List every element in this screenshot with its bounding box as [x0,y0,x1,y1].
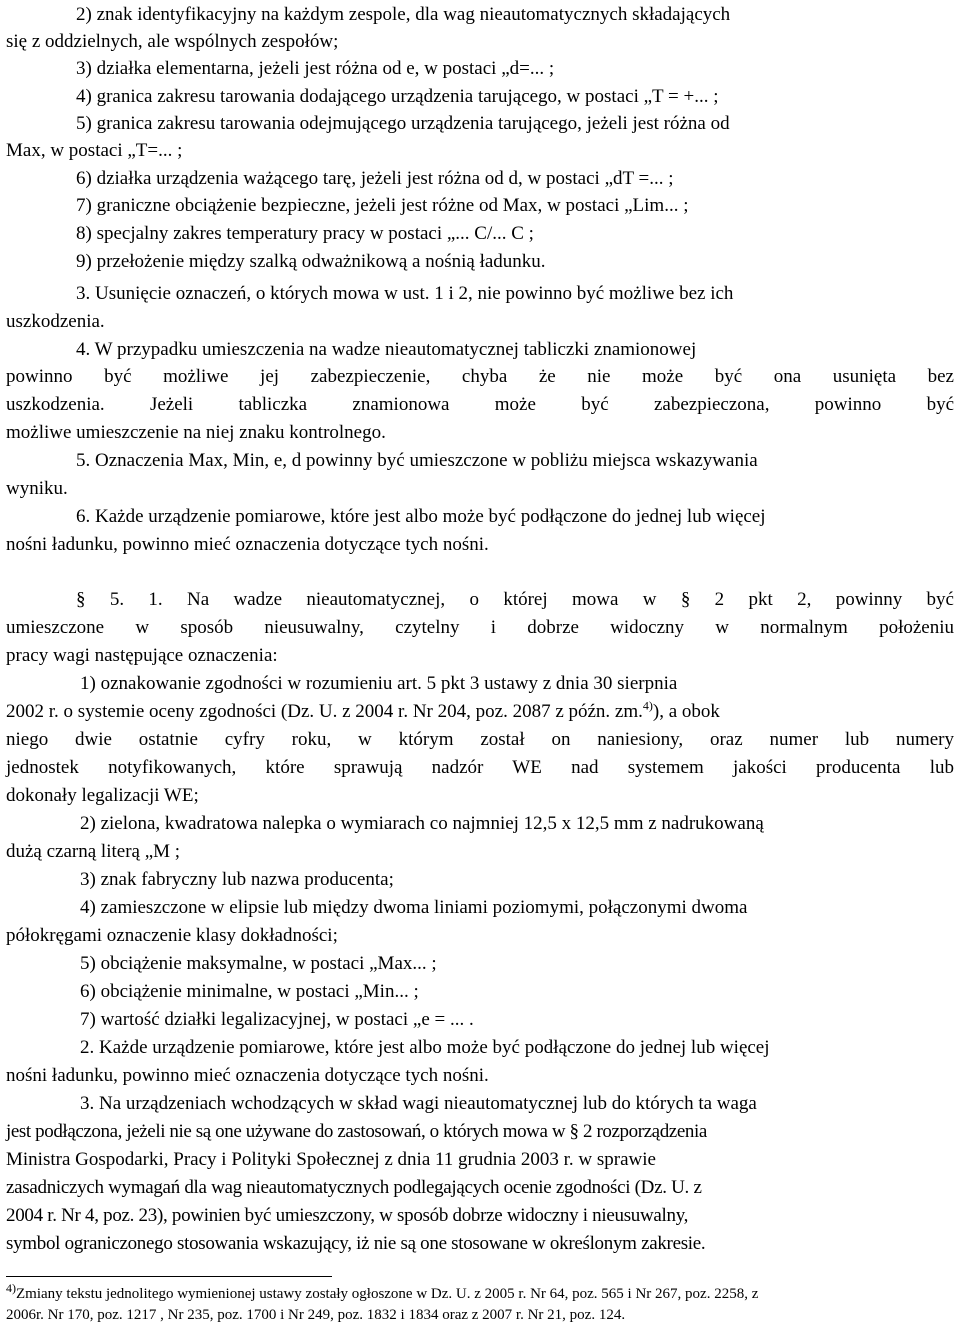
footnote-ref[interactable]: 4) [642,698,653,713]
text-line: 2. Każde urządzenie pomiarowe, które jest albo może być podłączone do jednej lub więcej [80,1037,770,1058]
text-line: 5) obciążenie maksymalne, w postaci „Max... ; [80,953,437,974]
paragraph-heading: § 5. 1. Na wadze nieautomatycznej, o której mowa w § 2 pkt 2, powinny być [76,589,954,610]
text-line: 6) działka urządzenia ważącego tarę, jeżeli jest różna od d, w postaci „dT =... ; [76,168,674,189]
text-line: dokonały legalizacji WE; [6,785,199,806]
text-line: 2002 r. o systemie oceny zgodności (Dz. U. z 2004 r. Nr 204, poz. 2087 z późn. zm.$^{4)}$), a obok [6,698,720,722]
text-line: 3) działka elementarna, jeżeli jest różna od e, w postaci „d=... ; [76,58,555,79]
text-line: umieszczone w sposób nieusuwalny, czytelny i dobrze widoczny w normalnym położeniu [6,617,954,638]
text-line: 5. Oznaczenia Max, Min, e, d powinny być umieszczone w pobliżu miejsca wskazywania [76,450,758,471]
text-line: niego dwie ostatnie cyfry roku, w którym został on naniesiony, oraz numer lub numery [6,729,954,750]
text-line: 2) znak identyfikacyjny na każdym zespole, dla wag nieautomatycznych składających [76,4,731,25]
text-line: Ministra Gospodarki, Pracy i Polityki Społecznej z dnia 11 grudnia 2003 r. w sprawie [6,1149,656,1170]
text-line: Max, w postaci „T=... ; [6,140,183,161]
text-line: 6. Każde urządzenie pomiarowe, które jest albo może być podłączone do jednej lub więcej [76,506,766,527]
footnote-mark: 4) [6,1281,16,1295]
text-line: nośni ładunku, powinno mieć oznaczenia dotyczące tych nośni. [6,534,489,555]
text-line: dużą czarną literą „M ; [6,841,181,862]
footnote-divider [6,1276,332,1277]
text-line: 4) granica zakresu tarowania dodającego urządzenia tarującego, w postaci „T = +... ; [76,86,719,107]
text-line: 1) oznakowanie zgodności w rozumieniu art. 5 pkt 3 ustawy z dnia 30 sierpnia [80,673,678,694]
text-line: 3) znak fabryczny lub nazwa producenta; [80,869,394,890]
text-line: 7) graniczne obciążenie bezpieczne, jeżeli jest różne od Max, w postaci „Lim... ; [76,195,689,216]
footnote-line: $^{4)}$Zmiany tekstu jednolitego wymienionej ustawy zostały ogłoszone w Dz. U. z 2005 r. Nr 64, poz. 565 i Nr 267, poz. 2258, z [6,1281,759,1302]
text-line: jest podłączona, jeżeli nie są one używane do zastosowań, o których mowa w § 2 rozporządzenia [6,1121,707,1142]
text-line: 2) zielona, kwadratowa nalepka o wymiarach co najmniej 12,5 x 12,5 mm z nadrukowaną [80,813,764,834]
text-line: możliwe umieszczenie na niej znaku kontrolnego. [6,422,386,443]
text-line: uszkodzenia. [6,311,105,332]
text-line: symbol ograniczonego stosowania wskazujący, iż nie są one stosowane w określonym zakresie. [6,1233,706,1254]
text-line: 4) zamieszczone w elipsie lub między dwoma liniami poziomymi, połączonymi dwoma [80,897,748,918]
text-line: uszkodzenia. Jeżeli tabliczka znamionowa może być zabezpieczona, powinno być [6,394,954,415]
footnote-line: 2006r. Nr 170, poz. 1217 , Nr 235, poz. 1700 i Nr 249, poz. 1832 i 1834 oraz z 2007 r. Nr 21, poz. 124. [6,1307,626,1323]
text-line: 9) przełożenie między szalką odważnikową a nośnią ładunku. [76,251,546,272]
text-line: jednostek notyfikowanych, które sprawują nadzór WE nad systemem jakości producenta lub [6,757,954,778]
text-line: się z oddzielnych, ale wspólnych zespołów; [6,31,339,52]
text-line: 7) wartość działki legalizacyjnej, w postaci „e = ... . [80,1009,474,1030]
text-line: 3. Usunięcie oznaczeń, o których mowa w ust. 1 i 2, nie powinno być możliwe bez ich [76,283,734,304]
text-line: 4. W przypadku umieszczenia na wadze nieautomatycznej tabliczki znamionowej [76,339,697,360]
text-line: nośni ładunku, powinno mieć oznaczenia dotyczące tych nośni. [6,1065,489,1086]
text-line: 3. Na urządzeniach wchodzących w skład wagi nieautomatycznej lub do których ta waga [80,1093,757,1114]
text-line: 6) obciążenie minimalne, w postaci „Min... ; [80,981,419,1002]
text-line: półokręgami oznaczenie klasy dokładności; [6,925,338,946]
text-line: powinno być możliwe jej zabezpieczenie, chyba że nie może być ona usunięta bez [6,366,954,387]
text-line: zasadniczych wymagań dla wag nieautomatycznych podlegających ocenie zgodności (Dz. U. z [6,1177,702,1198]
text-line: 8) specjalny zakres temperatury pracy w postaci „... C/... C ; [76,223,534,244]
text-line: 2004 r. Nr 4, poz. 23), powinien być umieszczony, w sposób dobrze widoczny i nieusuwalny, [6,1205,689,1226]
text-line: 5) granica zakresu tarowania odejmującego urządzenia tarującego, jeżeli jest różna od [76,113,730,134]
text-line: wyniku. [6,478,68,499]
text-line: pracy wagi następujące oznaczenia: [6,645,278,666]
